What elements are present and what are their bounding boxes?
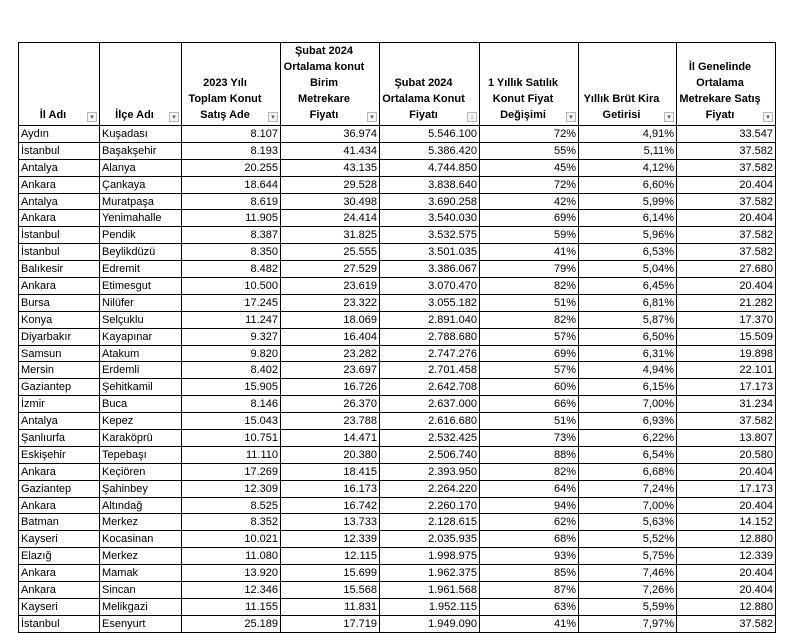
column-header-il-adi (19, 43, 100, 126)
cell-ortalama-konut-fiyati[interactable]: 1.962.375 (380, 565, 480, 582)
cell-il-geneli-metrekare-fiyati[interactable]: 27.680 (677, 261, 776, 278)
table-row (19, 396, 776, 413)
cell-il-adi[interactable]: İstanbul (19, 227, 100, 244)
cell-metrekare-fiyati[interactable]: 20.380 (281, 446, 380, 463)
cell-fiyat-degisimi[interactable]: 51% (480, 294, 579, 311)
cell-ortalama-konut-fiyati[interactable]: 1.952.115 (380, 598, 480, 615)
cell-fiyat-degisimi[interactable]: 57% (480, 362, 579, 379)
cell-konut-satis-adedi[interactable]: 8.387 (182, 227, 281, 244)
cell-metrekare-fiyati[interactable]: 16.742 (281, 497, 380, 514)
table-row (19, 328, 776, 345)
cell-ilce-adi[interactable]: Melikgazi (100, 598, 182, 615)
cell-il-adi[interactable]: Ankara (19, 278, 100, 295)
column-header-kira-getirisi (579, 43, 677, 126)
cell-kira-getirisi[interactable]: 6,68% (579, 463, 677, 480)
filter-dropdown-icon[interactable]: ▾ (367, 112, 377, 122)
cell-il-geneli-metrekare-fiyati[interactable]: 17.173 (677, 480, 776, 497)
column-header-label: Şubat 2024 Ortalama konut Birim Metrekare Fiyatı (283, 45, 365, 121)
cell-ilce-adi[interactable]: Beylikdüzü (100, 244, 182, 261)
cell-ortalama-konut-fiyati[interactable]: 3.690.258 (380, 193, 480, 210)
table-row (19, 311, 776, 328)
cell-kira-getirisi[interactable]: 5,99% (579, 193, 677, 210)
cell-ilce-adi[interactable]: Kepez (100, 413, 182, 430)
cell-fiyat-degisimi[interactable]: 64% (480, 480, 579, 497)
cell-ilce-adi[interactable]: Alanya (100, 159, 182, 176)
cell-kira-getirisi[interactable]: 4,94% (579, 362, 677, 379)
cell-metrekare-fiyati[interactable]: 23.322 (281, 294, 380, 311)
cell-ortalama-konut-fiyati[interactable]: 3.070.470 (380, 278, 480, 295)
cell-konut-satis-adedi[interactable]: 8.107 (182, 126, 281, 143)
cell-ilce-adi[interactable]: Nilüfer (100, 294, 182, 311)
cell-kira-getirisi[interactable]: 7,97% (579, 615, 677, 632)
cell-il-geneli-metrekare-fiyati[interactable]: 37.582 (677, 142, 776, 159)
cell-metrekare-fiyati[interactable]: 18.415 (281, 463, 380, 480)
table-row (19, 126, 776, 143)
cell-kira-getirisi[interactable]: 4,91% (579, 126, 677, 143)
cell-fiyat-degisimi[interactable]: 72% (480, 126, 579, 143)
cell-fiyat-degisimi[interactable]: 82% (480, 311, 579, 328)
column-header-label: İl Adı (39, 109, 67, 121)
cell-il-geneli-metrekare-fiyati[interactable]: 15.509 (677, 328, 776, 345)
table-body (19, 126, 776, 633)
cell-il-adi[interactable]: Ankara (19, 176, 100, 193)
cell-ilce-adi[interactable]: Selçuklu (100, 311, 182, 328)
cell-fiyat-degisimi[interactable]: 59% (480, 227, 579, 244)
table-row (19, 210, 776, 227)
cell-konut-satis-adedi[interactable]: 25.189 (182, 615, 281, 632)
header-row (19, 43, 776, 126)
cell-fiyat-degisimi[interactable]: 94% (480, 497, 579, 514)
cell-konut-satis-adedi[interactable]: 18.644 (182, 176, 281, 193)
table-row (19, 497, 776, 514)
cell-metrekare-fiyati[interactable]: 18.069 (281, 311, 380, 328)
cell-ilce-adi[interactable]: Şahinbey (100, 480, 182, 497)
cell-il-adi[interactable]: Elazığ (19, 548, 100, 565)
column-header-konut-satis-adedi (182, 43, 281, 126)
cell-metrekare-fiyati[interactable]: 23.282 (281, 345, 380, 362)
cell-konut-satis-adedi[interactable]: 20.255 (182, 159, 281, 176)
cell-il-adi[interactable]: Ankara (19, 582, 100, 599)
cell-il-geneli-metrekare-fiyati[interactable]: 12.339 (677, 548, 776, 565)
cell-il-adi[interactable]: Samsun (19, 345, 100, 362)
cell-ilce-adi[interactable]: Çankaya (100, 176, 182, 193)
cell-il-geneli-metrekare-fiyati[interactable]: 20.404 (677, 497, 776, 514)
cell-ilce-adi[interactable]: Esenyurt (100, 615, 182, 632)
cell-fiyat-degisimi[interactable]: 57% (480, 328, 579, 345)
cell-metrekare-fiyati[interactable]: 23.619 (281, 278, 380, 295)
cell-fiyat-degisimi[interactable]: 73% (480, 430, 579, 447)
cell-konut-satis-adedi[interactable]: 9.820 (182, 345, 281, 362)
cell-fiyat-degisimi[interactable]: 82% (480, 463, 579, 480)
cell-il-geneli-metrekare-fiyati[interactable]: 37.582 (677, 227, 776, 244)
cell-il-adi[interactable]: Ankara (19, 210, 100, 227)
cell-kira-getirisi[interactable]: 6,93% (579, 413, 677, 430)
cell-konut-satis-adedi[interactable]: 8.482 (182, 261, 281, 278)
cell-konut-satis-adedi[interactable]: 12.309 (182, 480, 281, 497)
cell-ilce-adi[interactable]: Başakşehir (100, 142, 182, 159)
cell-il-adi[interactable]: İstanbul (19, 615, 100, 632)
cell-metrekare-fiyati[interactable]: 29.528 (281, 176, 380, 193)
filter-dropdown-icon[interactable]: ▾ (566, 112, 576, 122)
cell-ilce-adi[interactable]: Muratpaşa (100, 193, 182, 210)
cell-ilce-adi[interactable]: Karaköprü (100, 430, 182, 447)
cell-fiyat-degisimi[interactable]: 85% (480, 565, 579, 582)
cell-kira-getirisi[interactable]: 7,24% (579, 480, 677, 497)
cell-metrekare-fiyati[interactable]: 12.115 (281, 548, 380, 565)
cell-konut-satis-adedi[interactable]: 8.525 (182, 497, 281, 514)
cell-ortalama-konut-fiyati[interactable]: 3.055.182 (380, 294, 480, 311)
cell-kira-getirisi[interactable]: 5,63% (579, 514, 677, 531)
cell-metrekare-fiyati[interactable]: 14.471 (281, 430, 380, 447)
column-header-label: İlçe Adı (115, 109, 154, 121)
cell-il-geneli-metrekare-fiyati[interactable]: 14.152 (677, 514, 776, 531)
cell-ortalama-konut-fiyati[interactable]: 2.532.425 (380, 430, 480, 447)
column-header-label: 1 Yıllık Satılık Konut Fiyat Değişimi (487, 77, 559, 121)
cell-metrekare-fiyati[interactable]: 41.434 (281, 142, 380, 159)
cell-metrekare-fiyati[interactable]: 31.825 (281, 227, 380, 244)
table-row (19, 193, 776, 210)
cell-il-geneli-metrekare-fiyati[interactable]: 12.880 (677, 531, 776, 548)
cell-il-geneli-metrekare-fiyati[interactable]: 37.582 (677, 159, 776, 176)
cell-kira-getirisi[interactable]: 6,50% (579, 328, 677, 345)
cell-il-geneli-metrekare-fiyati[interactable]: 33.547 (677, 126, 776, 143)
cell-konut-satis-adedi[interactable]: 11.155 (182, 598, 281, 615)
cell-ortalama-konut-fiyati[interactable]: 2.891.040 (380, 311, 480, 328)
cell-metrekare-fiyati[interactable]: 27.529 (281, 261, 380, 278)
table-row (19, 176, 776, 193)
cell-metrekare-fiyati[interactable]: 23.788 (281, 413, 380, 430)
cell-metrekare-fiyati[interactable]: 15.568 (281, 582, 380, 599)
cell-il-geneli-metrekare-fiyati[interactable]: 31.234 (677, 396, 776, 413)
cell-ortalama-konut-fiyati[interactable]: 1.949.090 (380, 615, 480, 632)
table-row (19, 362, 776, 379)
cell-ortalama-konut-fiyati[interactable]: 3.838.640 (380, 176, 480, 193)
cell-il-geneli-metrekare-fiyati[interactable]: 20.404 (677, 210, 776, 227)
cell-il-geneli-metrekare-fiyati[interactable]: 13.807 (677, 430, 776, 447)
cell-fiyat-degisimi[interactable]: 63% (480, 598, 579, 615)
column-header-fiyat-degisimi (480, 43, 579, 126)
cell-ilce-adi[interactable]: Erdemli (100, 362, 182, 379)
table-row (19, 598, 776, 615)
cell-kira-getirisi[interactable]: 7,26% (579, 582, 677, 599)
cell-ortalama-konut-fiyati[interactable]: 2.260.170 (380, 497, 480, 514)
table-row (19, 565, 776, 582)
cell-il-geneli-metrekare-fiyati[interactable]: 37.582 (677, 193, 776, 210)
cell-metrekare-fiyati[interactable]: 30.498 (281, 193, 380, 210)
cell-metrekare-fiyati[interactable]: 16.173 (281, 480, 380, 497)
cell-il-adi[interactable]: Gaziantep (19, 480, 100, 497)
cell-fiyat-degisimi[interactable]: 60% (480, 379, 579, 396)
cell-ortalama-konut-fiyati[interactable]: 2.701.458 (380, 362, 480, 379)
table-row (19, 463, 776, 480)
cell-il-adi[interactable]: Antalya (19, 159, 100, 176)
cell-il-geneli-metrekare-fiyati[interactable]: 17.173 (677, 379, 776, 396)
table-row (19, 278, 776, 295)
cell-ortalama-konut-fiyati[interactable]: 2.035.935 (380, 531, 480, 548)
housing-data-table (18, 42, 776, 633)
cell-kira-getirisi[interactable]: 5,96% (579, 227, 677, 244)
cell-il-geneli-metrekare-fiyati[interactable]: 20.404 (677, 565, 776, 582)
cell-ortalama-konut-fiyati[interactable]: 5.546.100 (380, 126, 480, 143)
cell-konut-satis-adedi[interactable]: 10.500 (182, 278, 281, 295)
cell-ortalama-konut-fiyati[interactable]: 2.264.220 (380, 480, 480, 497)
cell-il-adi[interactable]: Balıkesir (19, 261, 100, 278)
filter-dropdown-icon[interactable]: ▾ (268, 112, 278, 122)
cell-kira-getirisi[interactable]: 5,52% (579, 531, 677, 548)
table-row (19, 582, 776, 599)
cell-ortalama-konut-fiyati[interactable]: 3.532.575 (380, 227, 480, 244)
cell-metrekare-fiyati[interactable]: 36.974 (281, 126, 380, 143)
filter-dropdown-icon[interactable]: ▾ (664, 112, 674, 122)
cell-ilce-adi[interactable]: Merkez (100, 548, 182, 565)
cell-kira-getirisi[interactable]: 6,31% (579, 345, 677, 362)
table-row (19, 142, 776, 159)
cell-fiyat-degisimi[interactable]: 82% (480, 278, 579, 295)
cell-il-geneli-metrekare-fiyati[interactable]: 37.582 (677, 244, 776, 261)
cell-konut-satis-adedi[interactable]: 9.327 (182, 328, 281, 345)
sort-descending-icon[interactable]: ↓ (467, 112, 477, 122)
table-row (19, 379, 776, 396)
cell-konut-satis-adedi[interactable]: 13.920 (182, 565, 281, 582)
cell-ilce-adi[interactable]: Kuşadası (100, 126, 182, 143)
cell-ilce-adi[interactable]: Merkez (100, 514, 182, 531)
cell-metrekare-fiyati[interactable]: 11.831 (281, 598, 380, 615)
cell-il-adi[interactable]: Ankara (19, 463, 100, 480)
column-header-label: İl Genelinde Ortalama Metrekare Satış Fiyatı (679, 61, 761, 121)
column-header-metrekare-fiyati (281, 43, 380, 126)
cell-kira-getirisi[interactable]: 5,87% (579, 311, 677, 328)
cell-metrekare-fiyati[interactable]: 16.404 (281, 328, 380, 345)
cell-konut-satis-adedi[interactable]: 15.905 (182, 379, 281, 396)
cell-fiyat-degisimi[interactable]: 55% (480, 142, 579, 159)
cell-il-geneli-metrekare-fiyati[interactable]: 17.370 (677, 311, 776, 328)
cell-kira-getirisi[interactable]: 6,54% (579, 446, 677, 463)
cell-metrekare-fiyati[interactable]: 43.135 (281, 159, 380, 176)
cell-kira-getirisi[interactable]: 6,14% (579, 210, 677, 227)
cell-fiyat-degisimi[interactable]: 93% (480, 548, 579, 565)
cell-fiyat-degisimi[interactable]: 87% (480, 582, 579, 599)
cell-metrekare-fiyati[interactable]: 25.555 (281, 244, 380, 261)
table-row (19, 227, 776, 244)
cell-ortalama-konut-fiyati[interactable]: 2.637.000 (380, 396, 480, 413)
cell-konut-satis-adedi[interactable]: 10.751 (182, 430, 281, 447)
cell-ortalama-konut-fiyati[interactable]: 2.747.276 (380, 345, 480, 362)
cell-fiyat-degisimi[interactable]: 66% (480, 396, 579, 413)
cell-metrekare-fiyati[interactable]: 17.719 (281, 615, 380, 632)
cell-il-geneli-metrekare-fiyati[interactable]: 37.582 (677, 413, 776, 430)
cell-fiyat-degisimi[interactable]: 42% (480, 193, 579, 210)
cell-kira-getirisi[interactable]: 7,46% (579, 565, 677, 582)
cell-ortalama-konut-fiyati[interactable]: 2.506.740 (380, 446, 480, 463)
cell-ortalama-konut-fiyati[interactable]: 4.744.850 (380, 159, 480, 176)
cell-kira-getirisi[interactable]: 5,75% (579, 548, 677, 565)
cell-ilce-adi[interactable]: Buca (100, 396, 182, 413)
table-row (19, 446, 776, 463)
table-row (19, 294, 776, 311)
cell-fiyat-degisimi[interactable]: 79% (480, 261, 579, 278)
table-row (19, 345, 776, 362)
cell-konut-satis-adedi[interactable]: 8.146 (182, 396, 281, 413)
cell-konut-satis-adedi[interactable]: 11.905 (182, 210, 281, 227)
cell-ilce-adi[interactable]: Tepebaşı (100, 446, 182, 463)
filter-dropdown-icon[interactable]: ▾ (87, 112, 97, 122)
table-row (19, 548, 776, 565)
cell-konut-satis-adedi[interactable]: 15.043 (182, 413, 281, 430)
cell-il-geneli-metrekare-fiyati[interactable]: 12.880 (677, 598, 776, 615)
column-header-label: 2023 Yılı Toplam Konut Satış Ade (188, 77, 262, 121)
cell-il-adi[interactable]: Bursa (19, 294, 100, 311)
filter-dropdown-icon[interactable]: ▾ (763, 112, 773, 122)
cell-il-adi[interactable]: Gaziantep (19, 379, 100, 396)
cell-fiyat-degisimi[interactable]: 45% (480, 159, 579, 176)
cell-ortalama-konut-fiyati[interactable]: 3.540.030 (380, 210, 480, 227)
cell-kira-getirisi[interactable]: 7,00% (579, 396, 677, 413)
cell-il-adi[interactable]: İzmir (19, 396, 100, 413)
cell-il-adi[interactable]: İstanbul (19, 142, 100, 159)
table-row (19, 413, 776, 430)
table-row (19, 514, 776, 531)
table-row (19, 261, 776, 278)
cell-kira-getirisi[interactable]: 6,45% (579, 278, 677, 295)
cell-il-geneli-metrekare-fiyati[interactable]: 20.404 (677, 176, 776, 193)
cell-il-adi[interactable]: İstanbul (19, 244, 100, 261)
cell-kira-getirisi[interactable]: 4,12% (579, 159, 677, 176)
cell-metrekare-fiyati[interactable]: 24.414 (281, 210, 380, 227)
cell-ilce-adi[interactable]: Sincan (100, 582, 182, 599)
cell-kira-getirisi[interactable]: 5,11% (579, 142, 677, 159)
cell-metrekare-fiyati[interactable]: 15.699 (281, 565, 380, 582)
cell-ilce-adi[interactable]: Mamak (100, 565, 182, 582)
cell-ilce-adi[interactable]: Yenimahalle (100, 210, 182, 227)
cell-konut-satis-adedi[interactable]: 11.080 (182, 548, 281, 565)
cell-ilce-adi[interactable]: Atakum (100, 345, 182, 362)
table-row (19, 430, 776, 447)
cell-kira-getirisi[interactable]: 7,00% (579, 497, 677, 514)
column-header-label: Yıllık Brüt Kira Getirisi (583, 93, 660, 121)
cell-ortalama-konut-fiyati[interactable]: 1.998.975 (380, 548, 480, 565)
cell-ortalama-konut-fiyati[interactable]: 3.501.035 (380, 244, 480, 261)
cell-ilce-adi[interactable]: Kayapınar (100, 328, 182, 345)
cell-metrekare-fiyati[interactable]: 23.697 (281, 362, 380, 379)
cell-ortalama-konut-fiyati[interactable]: 2.128.615 (380, 514, 480, 531)
column-header-ortalama-konut-fiyati (380, 43, 480, 126)
cell-il-adi[interactable]: Şanlıurfa (19, 430, 100, 447)
table-row (19, 244, 776, 261)
cell-fiyat-degisimi[interactable]: 88% (480, 446, 579, 463)
cell-il-adi[interactable]: Kayseri (19, 598, 100, 615)
cell-kira-getirisi[interactable]: 6,53% (579, 244, 677, 261)
cell-kira-getirisi[interactable]: 6,22% (579, 430, 677, 447)
cell-konut-satis-adedi[interactable]: 8.402 (182, 362, 281, 379)
cell-kira-getirisi[interactable]: 6,60% (579, 176, 677, 193)
cell-ortalama-konut-fiyati[interactable]: 2.393.950 (380, 463, 480, 480)
cell-fiyat-degisimi[interactable]: 62% (480, 514, 579, 531)
cell-ortalama-konut-fiyati[interactable]: 2.642.708 (380, 379, 480, 396)
cell-fiyat-degisimi[interactable]: 41% (480, 615, 579, 632)
cell-il-adi[interactable]: Diyarbakır (19, 328, 100, 345)
cell-konut-satis-adedi[interactable]: 8.350 (182, 244, 281, 261)
table-row (19, 531, 776, 548)
cell-ilce-adi[interactable]: Kocasinan (100, 531, 182, 548)
cell-ilce-adi[interactable]: Edremit (100, 261, 182, 278)
cell-konut-satis-adedi[interactable]: 11.247 (182, 311, 281, 328)
cell-il-geneli-metrekare-fiyati[interactable]: 20.580 (677, 446, 776, 463)
cell-metrekare-fiyati[interactable]: 13.733 (281, 514, 380, 531)
cell-ortalama-konut-fiyati[interactable]: 3.386.067 (380, 261, 480, 278)
cell-ilce-adi[interactable]: Keçiören (100, 463, 182, 480)
cell-konut-satis-adedi[interactable]: 17.269 (182, 463, 281, 480)
cell-il-adi[interactable]: Eskişehir (19, 446, 100, 463)
cell-ortalama-konut-fiyati[interactable]: 5.386.420 (380, 142, 480, 159)
cell-kira-getirisi[interactable]: 6,81% (579, 294, 677, 311)
cell-il-adi[interactable]: Konya (19, 311, 100, 328)
cell-ilce-adi[interactable]: Şehitkamil (100, 379, 182, 396)
cell-ilce-adi[interactable]: Altındağ (100, 497, 182, 514)
cell-ortalama-konut-fiyati[interactable]: 2.616.680 (380, 413, 480, 430)
cell-konut-satis-adedi[interactable]: 11.110 (182, 446, 281, 463)
cell-il-adi[interactable]: Antalya (19, 193, 100, 210)
cell-il-adi[interactable]: Aydın (19, 126, 100, 143)
cell-il-geneli-metrekare-fiyati[interactable]: 20.404 (677, 463, 776, 480)
cell-konut-satis-adedi[interactable]: 8.619 (182, 193, 281, 210)
cell-konut-satis-adedi[interactable]: 8.193 (182, 142, 281, 159)
cell-konut-satis-adedi[interactable]: 17.245 (182, 294, 281, 311)
cell-il-geneli-metrekare-fiyati[interactable]: 19.898 (677, 345, 776, 362)
cell-metrekare-fiyati[interactable]: 16.726 (281, 379, 380, 396)
cell-kira-getirisi[interactable]: 5,04% (579, 261, 677, 278)
cell-il-adi[interactable]: Batman (19, 514, 100, 531)
cell-ortalama-konut-fiyati[interactable]: 1.961.568 (380, 582, 480, 599)
cell-metrekare-fiyati[interactable]: 26.370 (281, 396, 380, 413)
cell-fiyat-degisimi[interactable]: 68% (480, 531, 579, 548)
cell-fiyat-degisimi[interactable]: 69% (480, 345, 579, 362)
cell-kira-getirisi[interactable]: 5,59% (579, 598, 677, 615)
cell-il-adi[interactable]: Ankara (19, 497, 100, 514)
cell-il-geneli-metrekare-fiyati[interactable]: 20.404 (677, 582, 776, 599)
cell-metrekare-fiyati[interactable]: 12.339 (281, 531, 380, 548)
cell-fiyat-degisimi[interactable]: 72% (480, 176, 579, 193)
cell-fiyat-degisimi[interactable]: 69% (480, 210, 579, 227)
column-header-il-geneli-metrekare-fiyati (677, 43, 776, 126)
cell-il-adi[interactable]: Mersin (19, 362, 100, 379)
cell-ortalama-konut-fiyati[interactable]: 2.788.680 (380, 328, 480, 345)
table-row (19, 159, 776, 176)
column-header-label: Şubat 2024 Ortalama Konut Fiyatı (382, 77, 465, 121)
filter-dropdown-icon[interactable]: ▾ (169, 112, 179, 122)
cell-fiyat-degisimi[interactable]: 51% (480, 413, 579, 430)
cell-il-geneli-metrekare-fiyati[interactable]: 20.404 (677, 278, 776, 295)
cell-il-adi[interactable]: Ankara (19, 565, 100, 582)
cell-konut-satis-adedi[interactable]: 8.352 (182, 514, 281, 531)
cell-il-adi[interactable]: Kayseri (19, 531, 100, 548)
table-row (19, 480, 776, 497)
cell-ilce-adi[interactable]: Pendik (100, 227, 182, 244)
cell-ilce-adi[interactable]: Etimesgut (100, 278, 182, 295)
column-header-ilce-adi (100, 43, 182, 126)
cell-il-geneli-metrekare-fiyati[interactable]: 22.101 (677, 362, 776, 379)
cell-il-geneli-metrekare-fiyati[interactable]: 21.282 (677, 294, 776, 311)
cell-konut-satis-adedi[interactable]: 10.021 (182, 531, 281, 548)
cell-fiyat-degisimi[interactable]: 41% (480, 244, 579, 261)
cell-kira-getirisi[interactable]: 6,15% (579, 379, 677, 396)
cell-konut-satis-adedi[interactable]: 12.346 (182, 582, 281, 599)
cell-il-adi[interactable]: Antalya (19, 413, 100, 430)
cell-il-geneli-metrekare-fiyati[interactable]: 37.582 (677, 615, 776, 632)
